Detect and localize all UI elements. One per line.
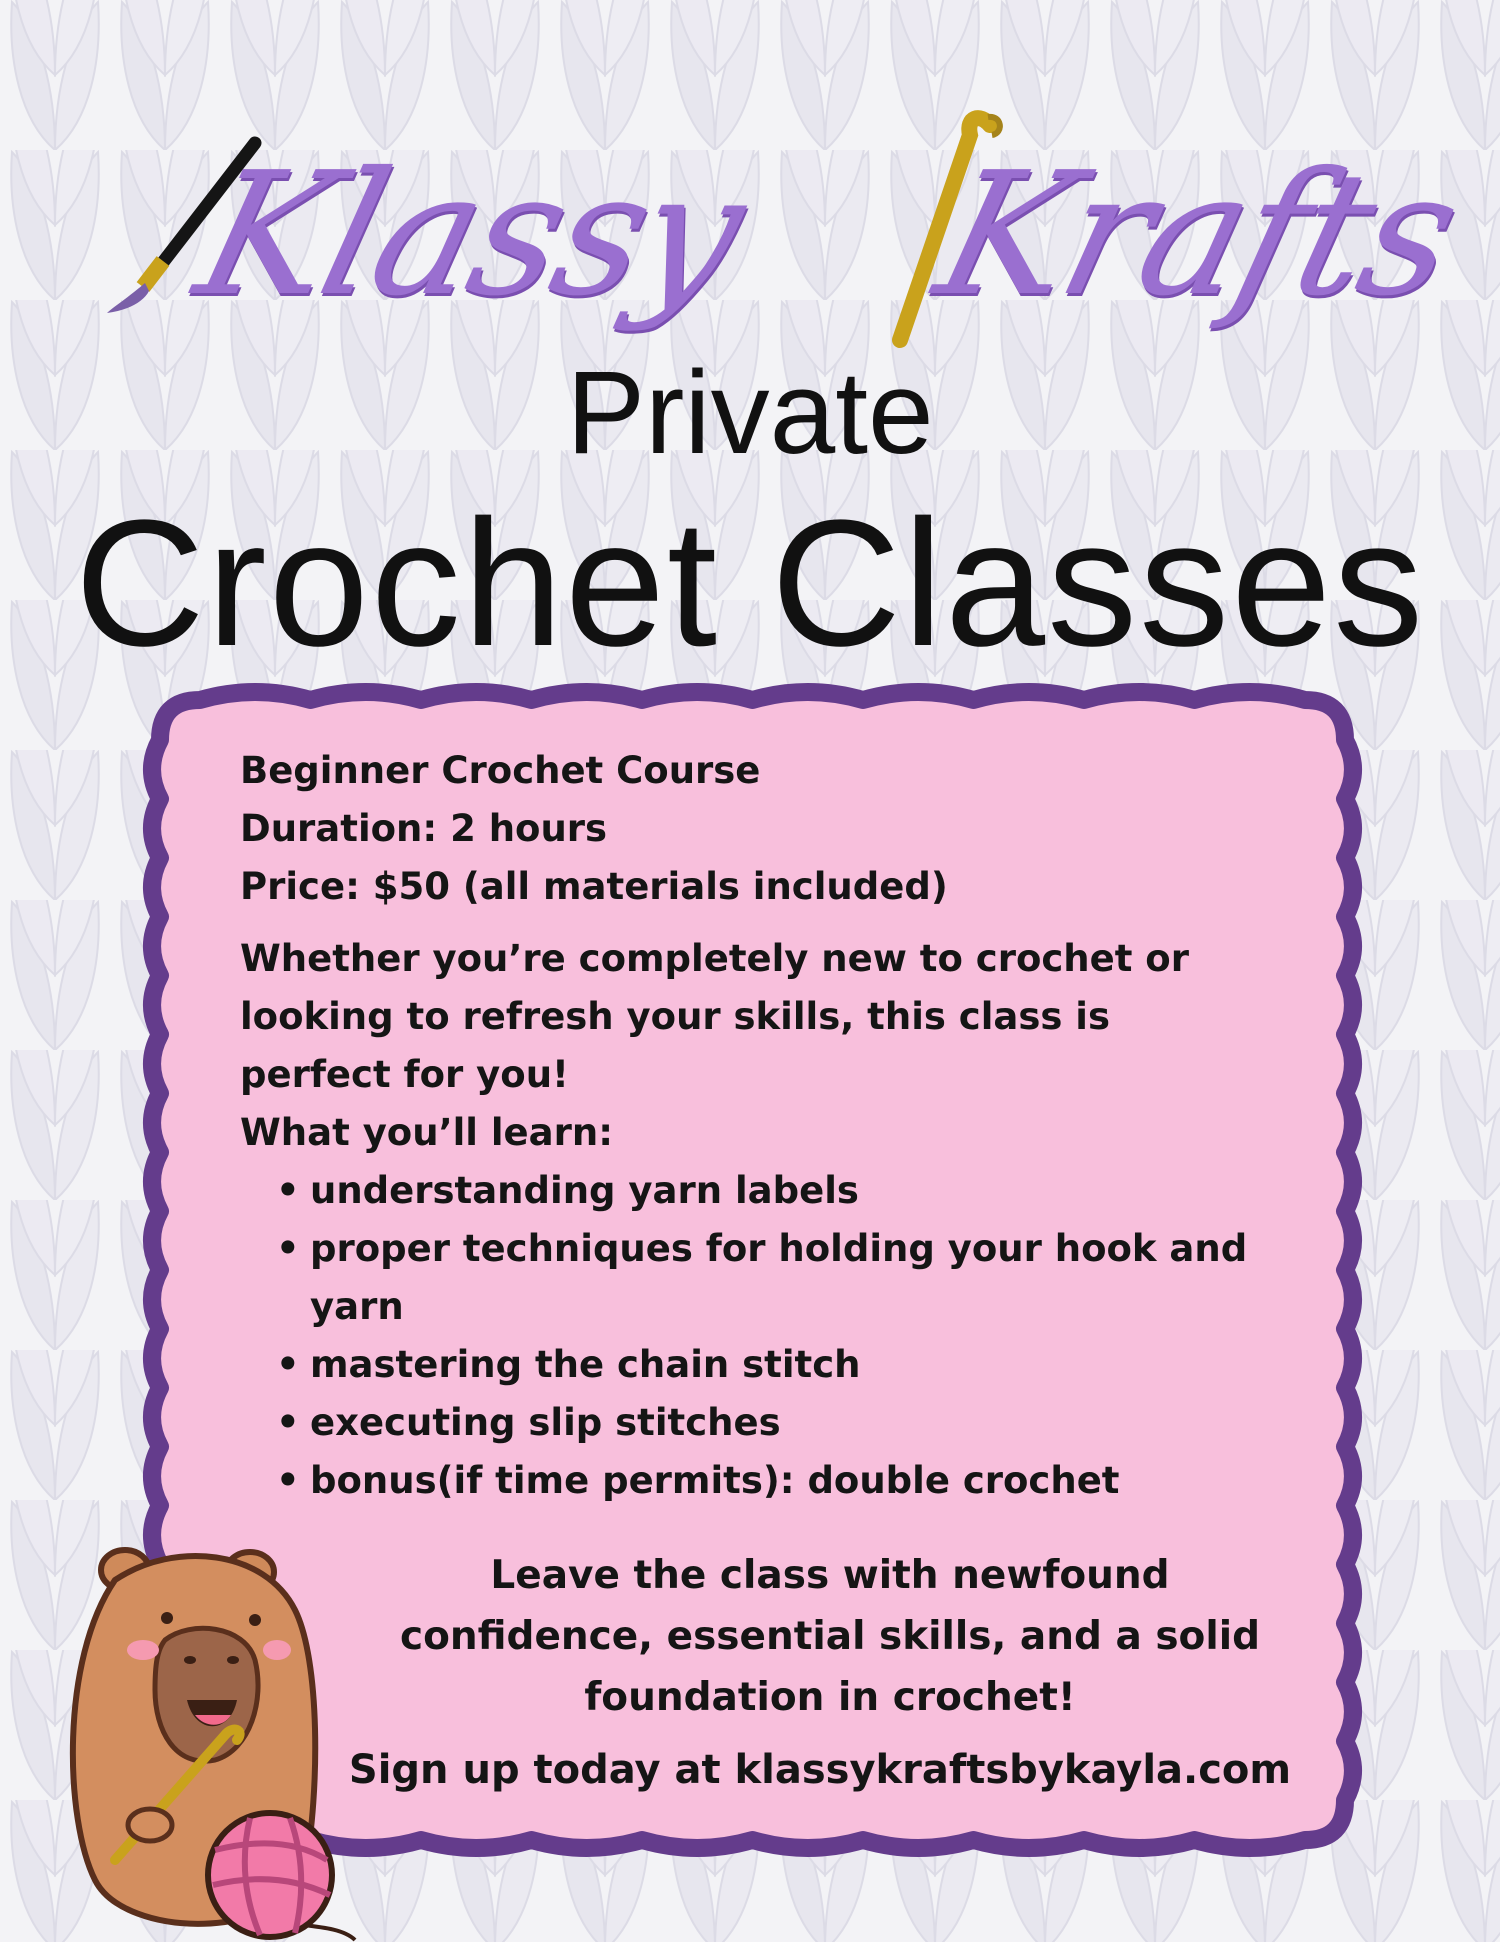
- list-item: • executing slip stitches: [276, 1401, 781, 1444]
- list-item-text: understanding yarn labels: [310, 1169, 859, 1212]
- list-item: • proper techniques for holding your hook and yarn: [276, 1227, 1248, 1328]
- list-item: • bonus(if time permits): double crochet: [276, 1459, 1120, 1502]
- course-duration: Duration: 2 hours: [240, 807, 608, 850]
- closing-message: Leave the class with newfound confidence, essential skills, and a solid foundation in crochet!: [399, 1553, 1261, 1720]
- list-item: • understanding yarn labels: [276, 1169, 859, 1212]
- learn-list: [270, 1162, 1250, 1510]
- title-crochet-classes: Crochet Classes: [74, 483, 1426, 684]
- yarn-ball-icon: [208, 1813, 332, 1937]
- list-item-text: proper techniques for holding your hook and yarn: [310, 1227, 1248, 1328]
- list-item-text: executing slip stitches: [310, 1401, 781, 1444]
- signup-link[interactable]: Sign up today at klassykraftsbykayla.com: [348, 1747, 1292, 1793]
- list-item-text: bonus(if time permits): double crochet: [310, 1459, 1120, 1502]
- learn-heading: What you’ll learn:: [240, 1111, 613, 1154]
- capybara-mascot-icon: [55, 1540, 385, 1942]
- list-item: • mastering the chain stitch: [276, 1343, 861, 1386]
- title-private: Private: [566, 347, 934, 479]
- logo-word-klassy: Klassy: [180, 136, 759, 334]
- logo-word-krafts: Krafts: [920, 136, 1474, 334]
- course-info: [240, 742, 948, 916]
- course-name: Beginner Crochet Course: [240, 749, 761, 792]
- list-item-text: mastering the chain stitch: [310, 1343, 861, 1386]
- course-price: Price: $50 (all materials included): [240, 865, 948, 908]
- course-description: Whether you’re completely new to crochet or looking to refresh your skills, this class is perfect for you!: [240, 937, 1189, 1096]
